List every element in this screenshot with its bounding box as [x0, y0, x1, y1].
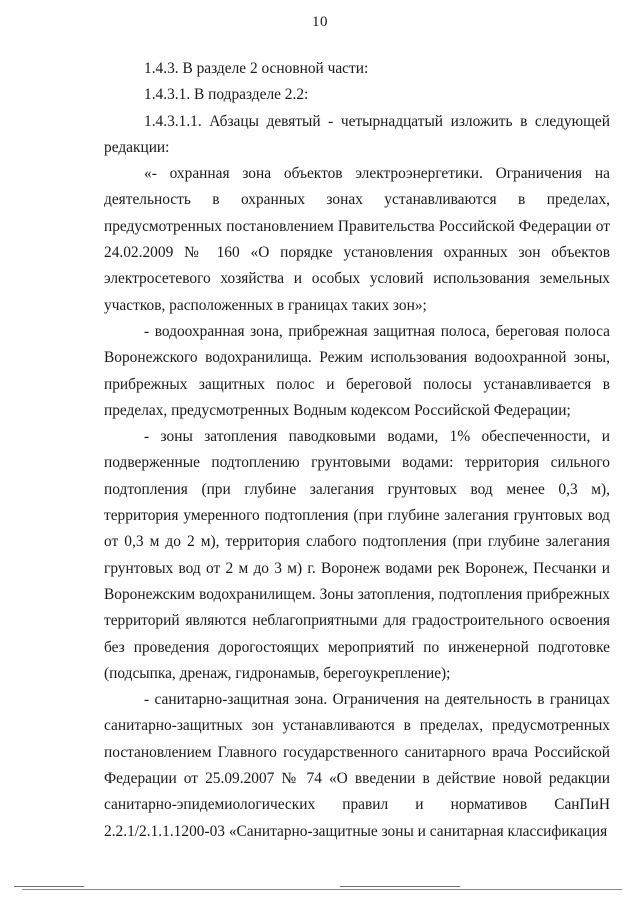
- bottom-scan-mark: [14, 886, 84, 887]
- paragraph-power-protection-zone: «- охранная зона объектов электроэнергетики. Ограничения на деятельность в охранных зонах устанавливаются в пределах, предусмотренных постановлением Правительства Российской Федерации от 24.02.2009 № 160 «О порядке установления охранных зон объектов электросетевого хозяйства и особых условий использования земельных участков, расположенных в границах таких зон»;: [104, 165, 610, 314]
- paragraph-flood-zones: - зоны затопления паводковыми водами, 1% обеспеченности, и подверженные подтоплению грунтовыми водами: территория сильного подтопления (при глубине залегания грунтовых вод менее 0,3 м), территория умеренного подтопления (при глубине залегания грунтовых вод от 0,3 м до 2 м), территория слабого подтопления (при глубине залегания грунтовых вод от 2 м до 3 м) г. Воронеж водами рек Воронеж, Песчанки и Воронежским водохранилищем. Зоны затопления, подтопления прибрежных территорий являются неблагоприятными для градостроительного освоения без проведения дорогостоящих мероприятий по инженерной подготовке (подсыпка, дренаж, гидронамыв, берегоукрепление);: [104, 428, 610, 682]
- paragraph-sanitary-zone: - санитарно-защитная зона. Ограничения на деятельность в границах санитарно-защитных зон устанавливаются в пределах, предусмотренных постановлением Главного государственного санитарного врача Российской Федерации от 25.09.2007 № 74 «О введении в действие новой редакции санитарно-эпидемиологических правил и нормативов СанПиН 2.2.1/2.1.1.1200-03 «Санитарно-защитные зоны и санитарная классификация: [104, 691, 610, 840]
- paragraph-amendment-intro: 1.4.3.1.1. Абзацы девятый - четырнадцатый изложить в следующей редакции:: [104, 112, 610, 156]
- bottom-scan-mark: [340, 886, 460, 887]
- paragraph-section-heading: 1.4.3. В разделе 2 основной части:: [144, 60, 369, 77]
- bottom-scan-line: [22, 889, 622, 890]
- document-body: [104, 56, 610, 845]
- page-number: 10: [312, 14, 328, 30]
- paragraph-subsection-heading: 1.4.3.1. В подразделе 2.2:: [144, 86, 309, 104]
- paragraph-water-protection-zone: - водоохранная зона, прибрежная защитная полоса, береговая полоса Воронежского водохранилища. Режим использования водоохранной зоны, прибрежных защитных полос и береговой полосы устанавливается в пределах, предусмотренных Водным кодексом Российской Федерации;: [104, 322, 610, 419]
